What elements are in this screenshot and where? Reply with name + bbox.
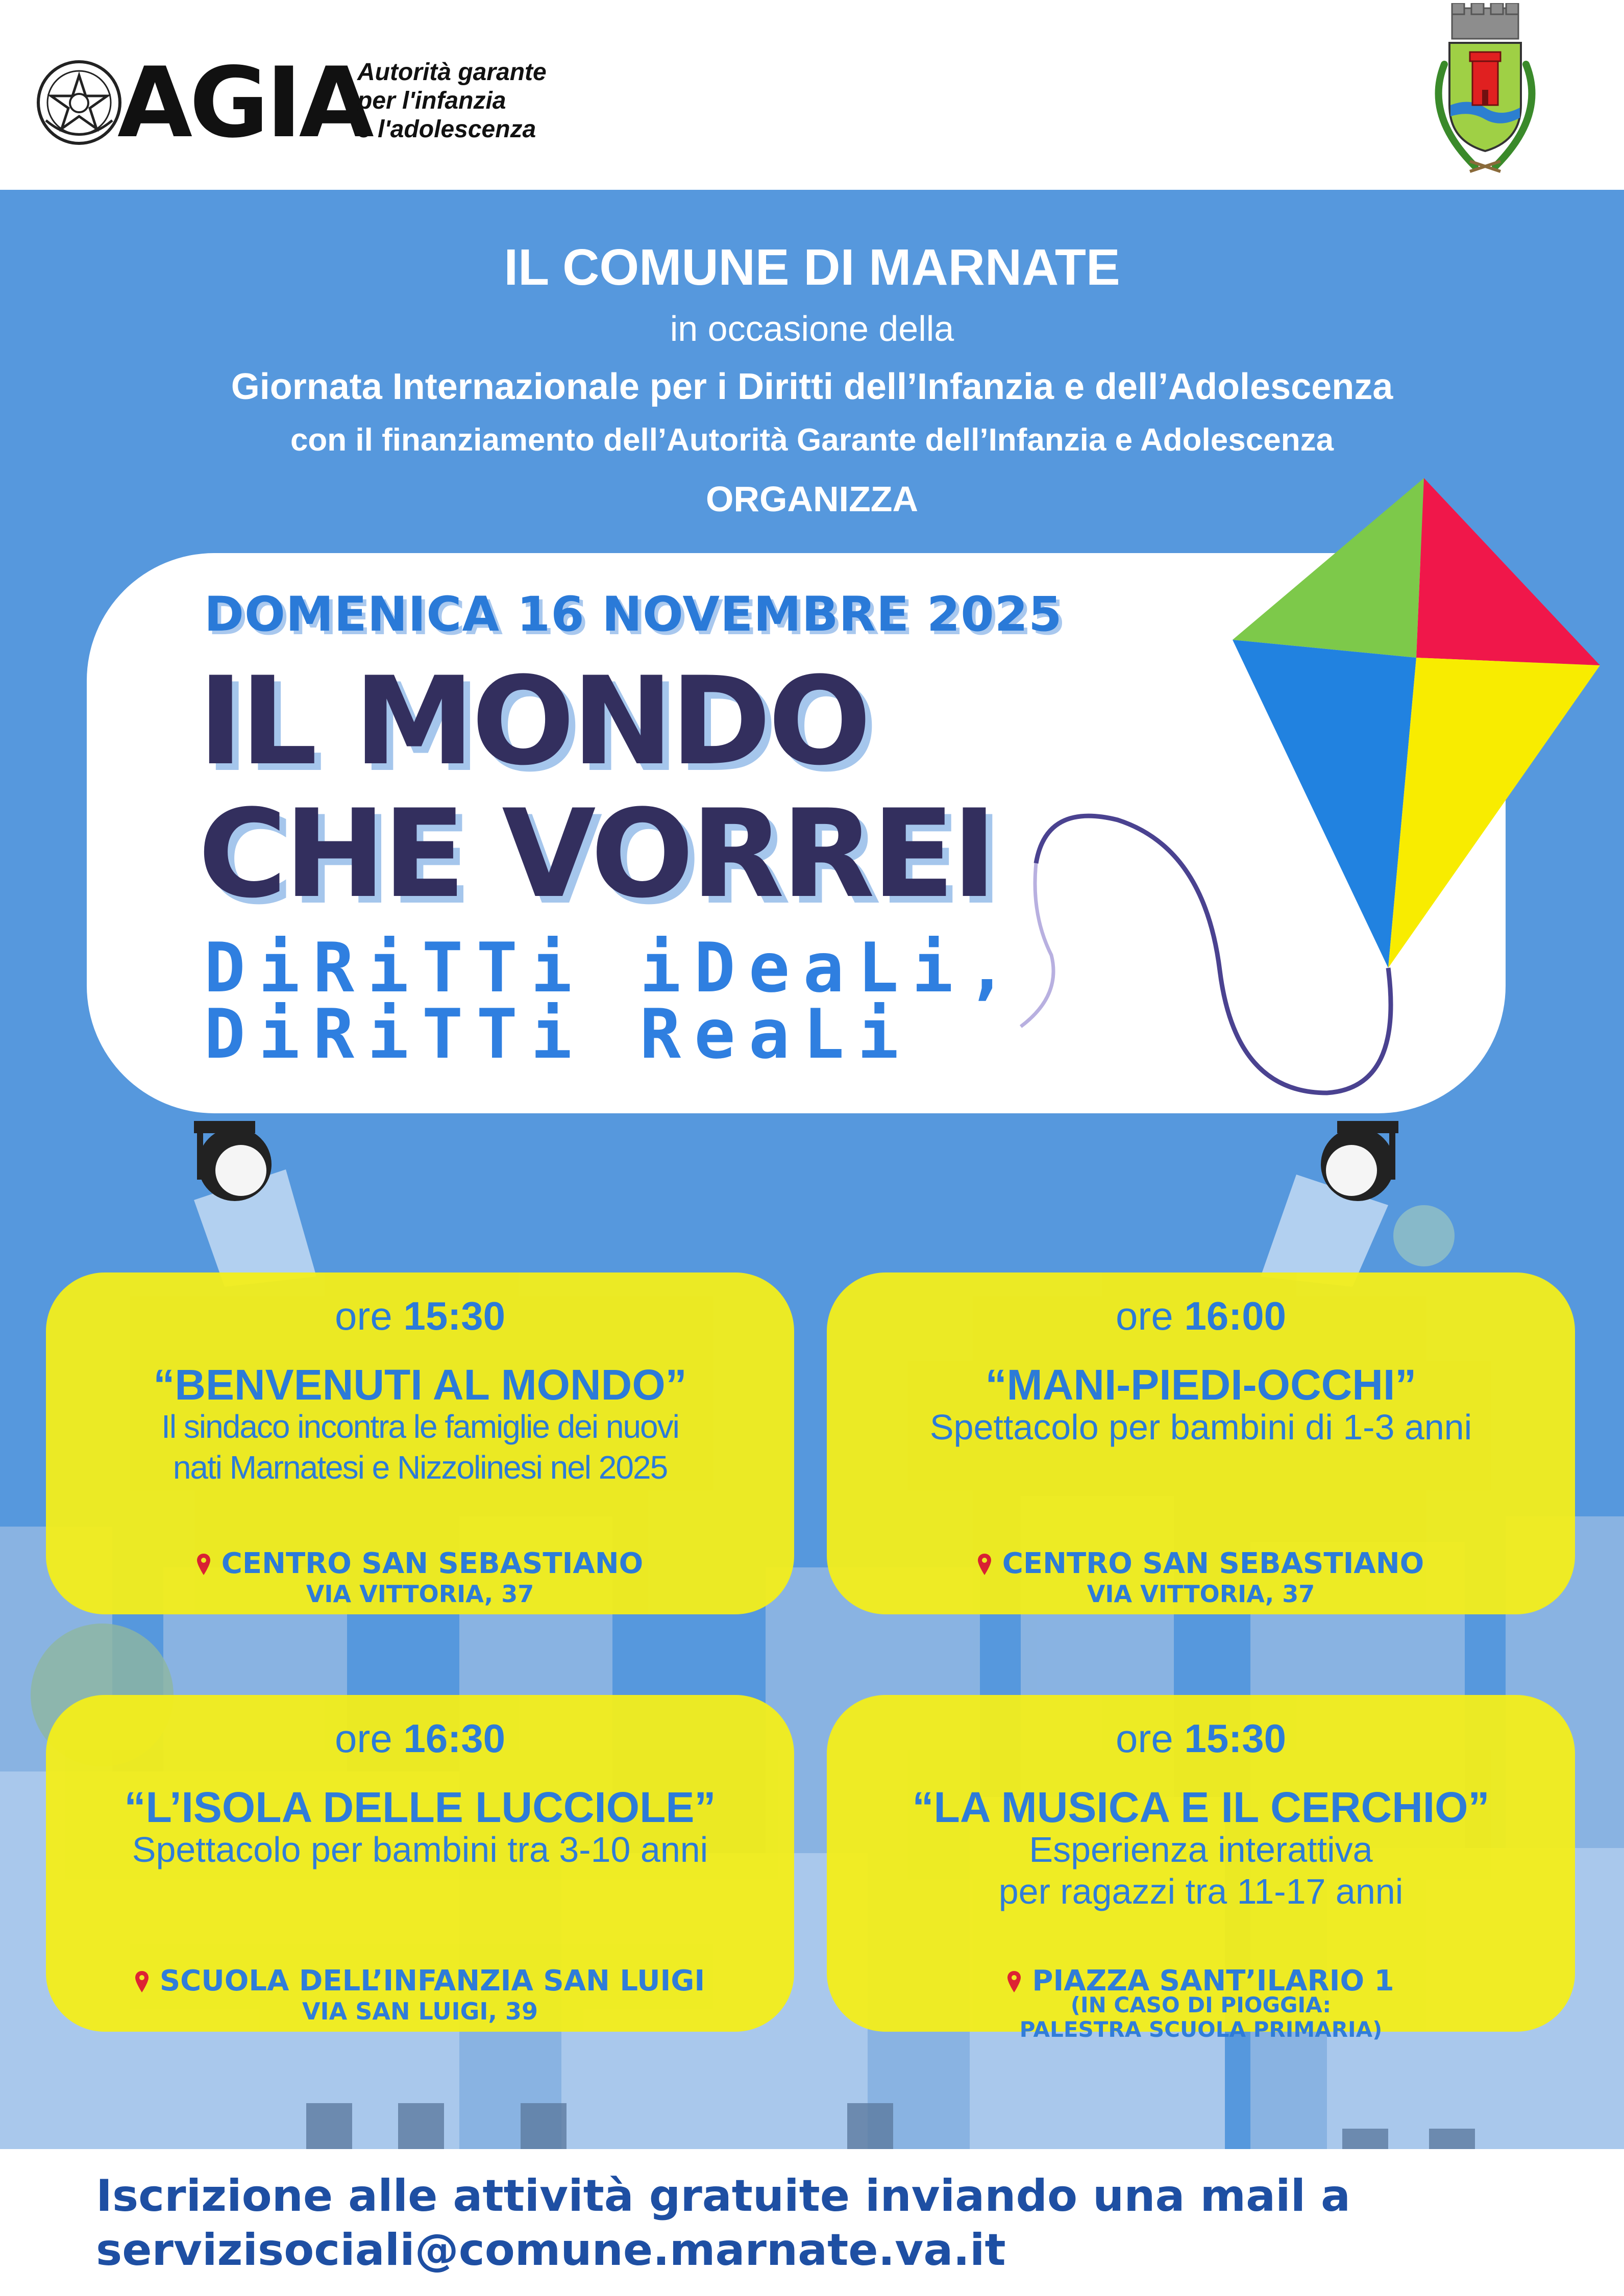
event-venue — [46, 1547, 794, 1581]
event-card — [827, 1272, 1575, 1614]
event-time — [46, 1715, 794, 1762]
agia-logo-text: AGIA — [117, 46, 371, 159]
time-prefix: ore — [335, 1716, 392, 1761]
event-description — [847, 1406, 1555, 1448]
location-pin-icon — [135, 1971, 149, 1992]
contact-email: servizisociali@comune.marnate.va.it — [96, 2225, 1006, 2276]
event-title: “MANI-PIEDI-OCCHI” — [985, 1361, 1417, 1409]
event-card — [827, 1695, 1575, 2042]
event-description — [66, 1406, 774, 1488]
agia-subtitle-line: per l'infanzia — [357, 87, 506, 114]
agia-subtitle — [357, 58, 547, 144]
subtitle-line-1: DiRiTTi iDeaLi, — [204, 928, 1021, 1008]
time-prefix: ore — [1116, 1716, 1173, 1761]
description-line: per ragazzi tra 11-17 anni — [998, 1871, 1404, 1911]
location-pin-icon — [1007, 1971, 1021, 1992]
time-value: 16:30 — [403, 1716, 505, 1761]
event-address — [827, 1993, 1575, 2042]
description-line: Il sindaco incontra le famiglie dei nuovi — [161, 1408, 679, 1445]
description-line: Spettacolo per bambini tra 3-10 anni — [132, 1830, 708, 1869]
intro-day-name: Giornata Internazionale per i Diritti dell’Infanzia e dell’Adolescenza — [231, 366, 1393, 407]
event-address: VIA VITTORIA, 37 — [1087, 1580, 1315, 1608]
agia-subtitle-line: Autorità garante — [357, 59, 547, 86]
event-description — [66, 1829, 774, 1870]
marnate-coat-of-arms-icon — [1419, 3, 1552, 177]
event-title: “BENVENUTI AL MONDO” — [153, 1361, 687, 1409]
event-title: “LA MUSICA E IL CERCHIO” — [912, 1783, 1490, 1831]
intro-occasion: in occasione della — [670, 309, 954, 348]
registration-info: Iscrizione alle attività gratuite inviando una mail a — [96, 2170, 1351, 2222]
address-note-line: PALESTRA SCUOLA PRIMARIA) — [1019, 2017, 1383, 2042]
organizer-title: IL COMUNE DI MARNATE — [504, 239, 1120, 296]
event-venue — [46, 1964, 794, 1998]
agia-logo — [36, 46, 547, 159]
header — [0, 0, 1624, 190]
intro-organizza: ORGANIZZA — [705, 479, 919, 519]
footer — [0, 2149, 1624, 2296]
event-address: VIA VITTORIA, 37 — [306, 1580, 534, 1608]
agia-subtitle-line: e l'adolescenza — [357, 116, 536, 143]
event-description — [847, 1829, 1555, 1912]
event-address: VIA SAN LUIGI, 39 — [302, 1998, 538, 2025]
main-title-line-2: CHE VORREI — [198, 784, 994, 925]
description-line: nati Marnatesi e Nizzolinesi nel 2025 — [173, 1449, 668, 1486]
location-pin-icon — [197, 1554, 210, 1575]
spotlight-left-icon — [194, 1121, 272, 1201]
address-note-line: (IN CASO DI PIOGGIA: — [1070, 1992, 1332, 2017]
event-time — [46, 1293, 794, 1339]
event-title: “L’ISOLA DELLE LUCCIOLE” — [124, 1783, 716, 1831]
location-pin-icon — [978, 1554, 991, 1575]
event-time — [827, 1715, 1575, 1762]
venue-name: CENTRO SAN SEBASTIANO — [221, 1547, 644, 1580]
italian-emblem-icon — [36, 59, 122, 146]
subtitle-line-2: DiRiTTi ReaLi — [204, 994, 912, 1074]
event-venue — [827, 1547, 1575, 1581]
venue-name: SCUOLA DELL’INFANZIA SAN LUIGI — [159, 1964, 705, 1998]
time-prefix: ore — [1116, 1293, 1173, 1338]
event-card — [46, 1695, 794, 2032]
time-prefix: ore — [335, 1293, 392, 1338]
time-value: 16:00 — [1184, 1293, 1286, 1338]
venue-name: CENTRO SAN SEBASTIANO — [1002, 1547, 1424, 1580]
time-value: 15:30 — [403, 1293, 505, 1338]
main-title-line-1: IL MONDO — [198, 651, 869, 792]
spotlight-right-icon — [1321, 1121, 1398, 1201]
description-line: Esperienza interattiva — [1029, 1830, 1373, 1869]
time-value: 15:30 — [1184, 1716, 1286, 1761]
venue-name: PIAZZA SANT’ILARIO 1 — [1032, 1964, 1394, 1998]
intro-funding: con il finanziamento dell’Autorità Garante dell’Infanzia e Adolescenza — [290, 422, 1334, 458]
event-card — [46, 1272, 794, 1614]
description-line: Spettacolo per bambini di 1-3 anni — [929, 1407, 1472, 1447]
main-panel — [0, 190, 1624, 2149]
event-date: DOMENICA 16 NOVEMBRE 2025 — [204, 587, 1063, 642]
event-time — [827, 1293, 1575, 1339]
